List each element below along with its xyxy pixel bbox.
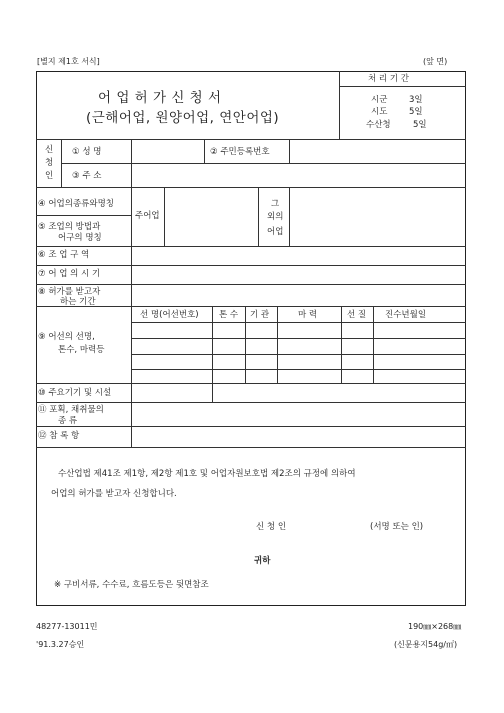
other-fishery-label-2: 외의 (267, 212, 284, 222)
vessel-col-horsepower: 마 력 (298, 310, 318, 320)
address-field[interactable] (132, 164, 465, 186)
processing-days-sido: 5일 (409, 107, 423, 117)
applicant-sign-field[interactable] (300, 518, 366, 534)
form-label: [별지 제1호 서식] (37, 57, 100, 66)
statement-line-1: 수산업법 제41조 제1항, 제2항 제1호 및 어업자원보호법 제2조의 규정에 의하여 (58, 469, 356, 479)
form-number: 48277-13011민 (36, 622, 98, 631)
table-end-divider (36, 447, 466, 448)
facility-field-2[interactable] (213, 384, 465, 401)
applicant-sign-label: 신 청 인 (256, 522, 287, 532)
vessel-col-engine: 기 관 (250, 310, 270, 320)
processing-header-divider (339, 86, 466, 87)
attachments-footnote: ※ 구비서류, 수수료, 흐름도등은 뒷면참조 (54, 580, 209, 590)
license-period-label-1: ⑧ 허가를 받고자 (38, 287, 101, 297)
vessel-col-launch-date: 진수년월일 (385, 310, 427, 320)
fishing-method-label-1: ⑤ 조업의 방법과 (38, 222, 101, 232)
facility-field[interactable] (132, 384, 212, 401)
processing-label-sido: 시도 (371, 107, 388, 117)
vessel-col-hull: 선 질 (347, 310, 367, 320)
sign-or-seal-label: (서명 또는 인) (370, 522, 424, 532)
fishery-type-divider (36, 215, 132, 216)
processing-period-header: 처 리 기 간 (368, 74, 409, 84)
fishing-area-field[interactable] (132, 247, 465, 264)
paper-type: (신문용지54g/㎡) (394, 640, 458, 649)
processing-box-border (339, 71, 340, 139)
name-label: ① 성 명 (72, 147, 102, 157)
main-fishery-label: 주어업 (135, 211, 160, 221)
rrn-label: ② 주민등록번호 (210, 147, 270, 157)
license-period-label-2: 하는 기간 (60, 297, 96, 307)
license-period-field[interactable] (132, 285, 465, 305)
form-subtitle: (근해어업, 원양어업, 연안어업) (86, 110, 280, 126)
main-fishery-field[interactable] (165, 188, 257, 245)
applicant-group-label-2: 청 (45, 158, 54, 168)
form-title: 어 업 허 가 신 청 서 (98, 90, 222, 106)
catch-type-field[interactable] (132, 403, 465, 425)
other-fishery-left-border (258, 187, 259, 246)
other-fishery-field[interactable] (290, 188, 465, 245)
vessel-table-body[interactable] (132, 323, 465, 382)
name-rrn-border (204, 139, 205, 163)
vessel-label-2: 톤수, 마력등 (58, 345, 105, 355)
applicant-group-label-1: 신 (45, 145, 54, 155)
name-field[interactable] (132, 140, 204, 162)
catch-type-label-2: 종 류 (58, 416, 78, 426)
processing-days-sigun: 3일 (409, 95, 423, 105)
fishery-label-border (131, 187, 132, 246)
addressee-label: 귀하 (254, 556, 271, 566)
vessel-col-name: 선 명(어선번호) (140, 310, 199, 320)
address-label: ③ 주 소 (72, 171, 102, 181)
approval-date: '91.3.27승인 (36, 640, 85, 649)
page-side-label: (앞 면) (423, 57, 448, 66)
fishery-type-label: ④ 어업의종류와명칭 (38, 199, 115, 209)
note-field[interactable] (132, 427, 465, 446)
note-label: ⑫ 참 록 항 (38, 431, 80, 441)
fishing-method-label-2: 어구의 명칭 (58, 233, 102, 243)
other-fishery-label-1: 그 (271, 199, 280, 209)
rrn-field[interactable] (290, 140, 465, 162)
vessel-col-tonnage: 톤 수 (219, 310, 239, 320)
license-row-divider (36, 306, 466, 307)
processing-label-sigun: 시군 (371, 95, 388, 105)
vessel-label-1: ⑨ 어선의 선명, (38, 332, 95, 342)
fishing-season-field[interactable] (132, 266, 465, 283)
paper-size: 190㎜×268㎜ (408, 622, 462, 631)
fishing-area-label: ⑥ 조 업 구 역 (38, 250, 90, 260)
facility-label: ⑩ 주요기기 및 시설 (38, 388, 112, 398)
other-fishery-label-3: 어업 (267, 227, 284, 237)
applicant-group-label-3: 인 (45, 171, 54, 181)
fishing-season-label: ⑦ 어 업 의 시 기 (38, 269, 101, 279)
processing-label-susancheong: 수산청 (366, 120, 391, 130)
processing-days-susancheong: 5일 (413, 120, 427, 130)
catch-type-label-1: ⑪ 포획, 채취물의 (38, 405, 104, 415)
statement-line-2: 어업의 허가를 받고자 신청합니다. (51, 489, 177, 499)
